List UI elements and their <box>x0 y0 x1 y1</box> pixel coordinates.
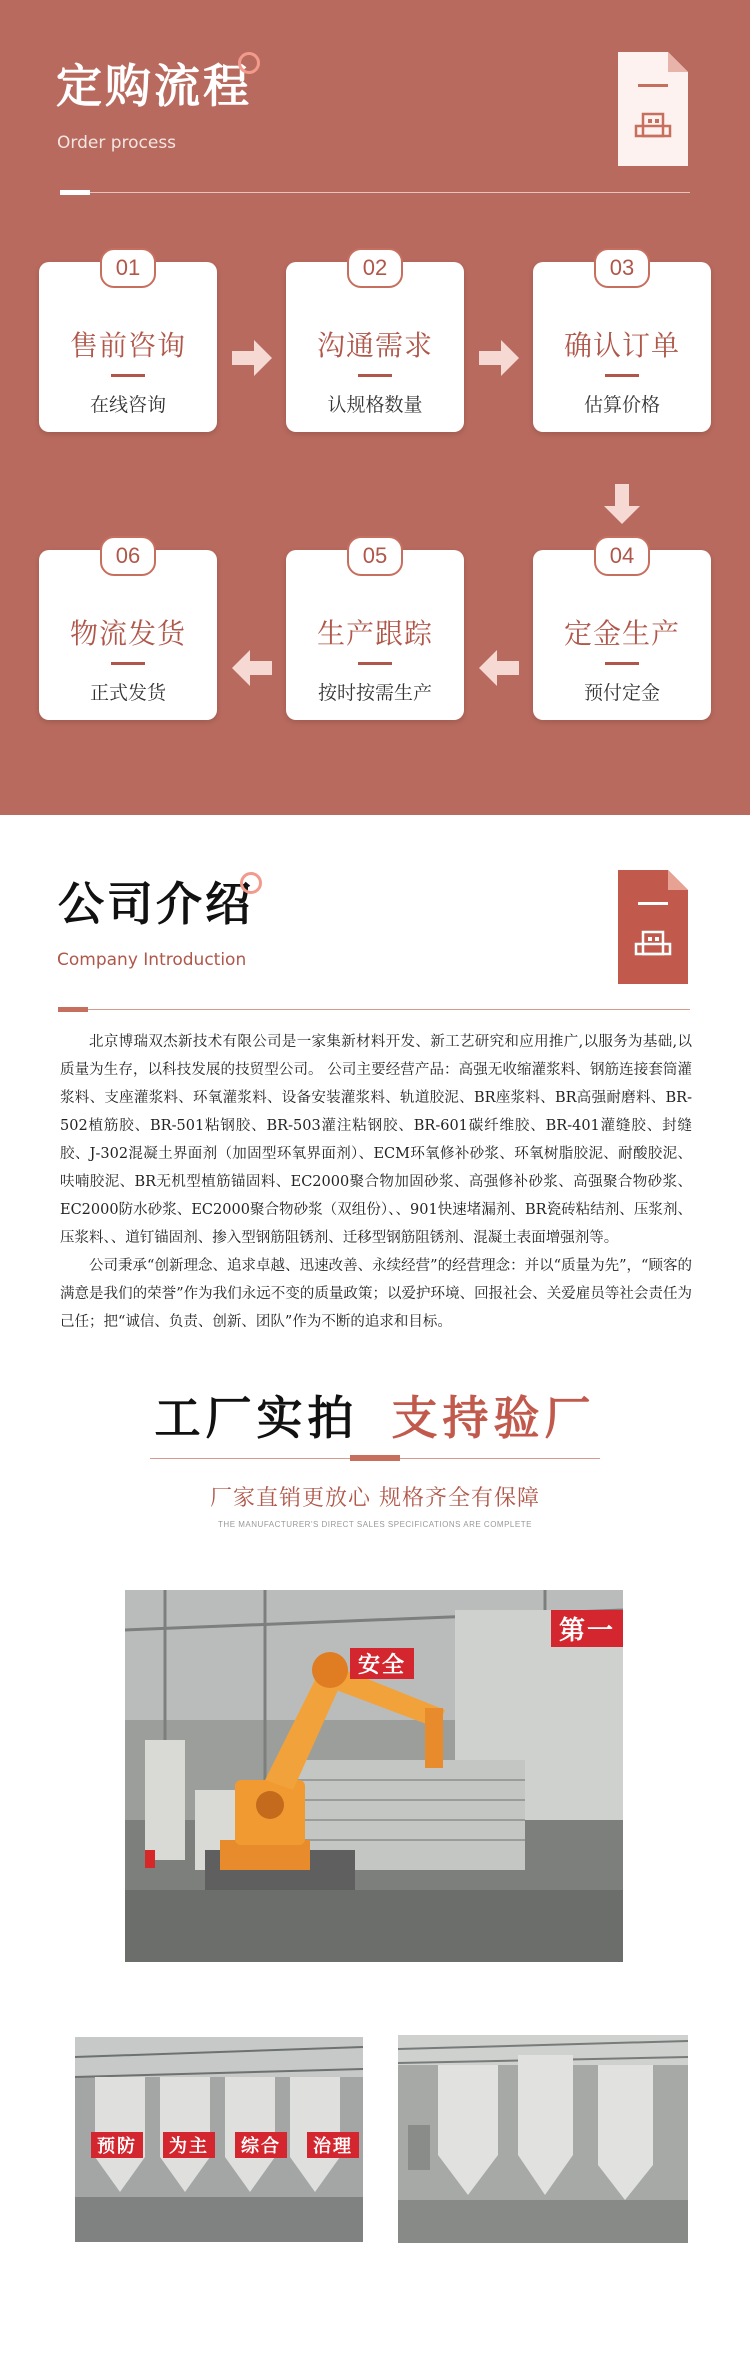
order-subtitle: Order process <box>57 133 177 153</box>
step-number: 06 <box>100 536 156 576</box>
step-desc: 估算价格 <box>583 394 660 416</box>
factory-tagline-en: THE MANUFACTURER'S DIRECT SALES SPECIFICATIONS ARE COMPLETE <box>218 1520 532 1529</box>
title-circle-decoration <box>240 872 262 894</box>
step-title: 确认订单 <box>563 329 680 362</box>
step-title: 售前咨询 <box>69 329 186 362</box>
step-desc: 按时按需生产 <box>317 682 432 704</box>
intro-paragraph-2: 公司秉承“创新理念、追求卓越、迅速改善、永续经营”的经营理念：并以“质量为先”，“顾客的满意是我们的荣誉”作为我们永远不变的质量政策；以爱护环境、回报社会、关爱雇员等社会责任为己任；把“诚信、负责、创新、团队”作为不断的追求和目标。 <box>60 1258 692 1330</box>
step-dash <box>605 374 639 377</box>
arrow-down-icon <box>604 484 640 524</box>
step-number: 04 <box>594 536 650 576</box>
factory-photo-silos-signs <box>75 2037 363 2242</box>
factory-sign: 预防 <box>91 2132 143 2158</box>
factory-heading-dark: 工厂实拍 <box>154 1391 359 1445</box>
step-number: 03 <box>594 248 650 288</box>
step-card-5 <box>286 543 464 720</box>
arrow-right-icon <box>479 340 519 376</box>
factory-sign: 安全 <box>350 1648 414 1679</box>
arrow-left-icon <box>479 650 519 686</box>
arrow-left-icon <box>232 650 272 686</box>
step-dash <box>605 662 639 665</box>
step-desc: 正式发货 <box>89 682 166 704</box>
divider-accent <box>58 1007 88 1012</box>
factory-photo-silos <box>398 2035 688 2243</box>
intro-title: 公司介绍 <box>58 877 254 931</box>
step-desc: 认规格数量 <box>327 394 423 416</box>
step-title: 沟通需求 <box>316 329 433 362</box>
divider <box>60 192 690 193</box>
step-number: 02 <box>347 248 403 288</box>
step-desc: 预付定金 <box>583 682 660 704</box>
step-card-2 <box>286 255 464 432</box>
order-title: 定购流程 <box>56 59 252 113</box>
step-number: 01 <box>100 248 156 288</box>
step-title: 生产跟踪 <box>316 617 433 650</box>
factory-heading-red: 支持验厂 <box>391 1391 596 1445</box>
step-dash <box>111 374 145 377</box>
step-dash <box>358 662 392 665</box>
factory-sign: 综合 <box>235 2132 287 2158</box>
step-card-4 <box>533 543 711 720</box>
title-circle-decoration <box>238 52 260 74</box>
factory-sign: 为主 <box>163 2132 215 2158</box>
divider-accent <box>350 1455 400 1461</box>
step-card-3 <box>533 255 711 432</box>
step-card-1 <box>39 255 217 432</box>
divider-accent <box>60 190 90 195</box>
intro-subtitle: Company Introduction <box>57 950 247 970</box>
step-desc: 在线咨询 <box>89 394 166 416</box>
step-number: 05 <box>347 536 403 576</box>
intro-body <box>60 1028 692 1336</box>
factory-photo-robot-arm <box>125 1590 623 1962</box>
divider <box>58 1009 690 1010</box>
step-dash <box>358 374 392 377</box>
step-title: 定金生产 <box>563 617 680 650</box>
step-card-6 <box>39 543 217 720</box>
order-process-section <box>0 0 750 815</box>
step-title: 物流发货 <box>69 617 186 650</box>
factory-sign: 治理 <box>307 2132 359 2158</box>
intro-paragraph-1: 北京博瑞双杰新技术有限公司是一家集新材料开发、新工艺研究和应用推广,以服务为基础,以质量为生存，以科技发展的技贸型公司。 公司主要经营产品：高强无收缩灌浆料、钢筋连接套筒灌浆料、支座灌浆料、环氧灌浆料、设备安装灌浆料、轨道胶泥、BR座浆料、BR高强耐磨料、BR-502植筋胶、BR-501粘钢胶、BR-503灌注粘钢胶、BR-601碳纤维胶、BR-401灌缝胶、封缝胶、J-302混凝土界面剂（加固型环氧界面剂）、ECM环氧修补砂浆、环氧树脂胶泥、耐酸胶泥、呋喃胶泥、BR无机型植筋锚固料、EC2000聚合物加固砂浆、高强修补砂浆、高强聚合物砂浆、EC2000防水砂浆、EC2000聚合物砂浆（双组份）、、901快速堵漏剂、BR瓷砖粘结剂、压浆剂、压浆料、、道钉锚固剂、掺入型钢筋阻锈剂、迁移型钢筋阻锈剂、混凝土表面增强剂等。 <box>60 1034 692 1246</box>
building-document-icon <box>618 52 688 166</box>
factory-heading <box>0 1382 750 1448</box>
building-document-icon <box>618 870 688 984</box>
factory-tagline: 厂家直销更放心 规格齐全有保障 <box>210 1486 540 1511</box>
arrow-right-icon <box>232 340 272 376</box>
step-dash <box>111 662 145 665</box>
factory-sign: 第一 <box>551 1610 623 1647</box>
